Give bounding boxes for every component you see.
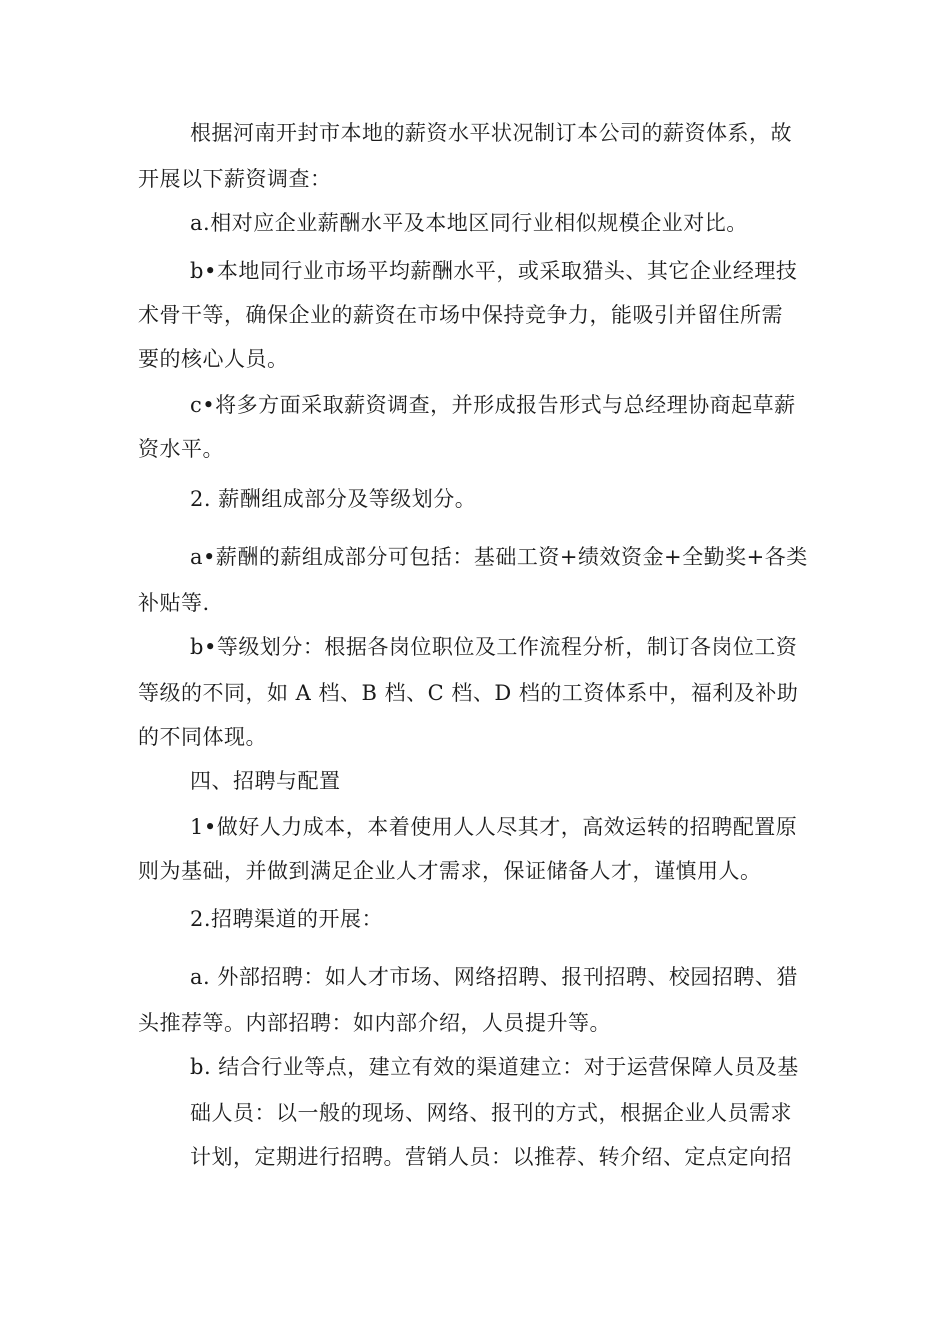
paragraph-line: 的不同体现。 <box>138 725 267 749</box>
paragraph-line: b. 结合行业等点，建立有效的渠道建立：对于运营保障人员及基 <box>190 1055 799 1079</box>
paragraph-line: b•本地同行业市场平均薪酬水平，或采取猎头、其它企业经理技 <box>190 259 798 283</box>
paragraph-line: 补贴等. <box>138 591 210 615</box>
paragraph-line: 计划，定期进行招聘。营销人员：以推荐、转介绍、定点定向招 <box>190 1145 792 1169</box>
paragraph-line: 要的核心人员。 <box>138 347 289 371</box>
paragraph-line: 等级的不同，如 A 档、B 档、C 档、D 档的工资体系中，福利及补助 <box>138 681 799 705</box>
paragraph-line: 1•做好人力成本，本着使用人人尽其才，高效运转的招聘配置原 <box>190 815 798 839</box>
paragraph-line: 础人员：以一般的现场、网络、报刊的方式，根据企业人员需求 <box>190 1101 792 1125</box>
paragraph-line: a. 外部招聘：如人才市场、网络招聘、报刊招聘、校园招聘、猎 <box>190 965 798 989</box>
paragraph-line: 2.招聘渠道的开展： <box>190 907 384 931</box>
paragraph-line: 资水平。 <box>138 437 224 461</box>
paragraph-line: 开展以下薪资调查： <box>138 167 332 191</box>
paragraph-line: b•等级划分：根据各岗位职位及工作流程分析，制订各岗位工资 <box>190 635 798 659</box>
section-heading: 2. 薪酬组成部分及等级划分。 <box>190 487 477 511</box>
paragraph-line: 头推荐等。内部招聘：如内部介绍，人员提升等。 <box>138 1011 611 1035</box>
paragraph-line: 根据河南开封市本地的薪资水平状况制订本公司的薪资体系，故 <box>190 121 792 145</box>
paragraph-line: a.相对应企业薪酬水平及本地区同行业相似规模企业对比。 <box>190 211 748 235</box>
paragraph-line: 则为基础，并做到满足企业人才需求，保证储备人才，谨慎用人。 <box>138 859 762 883</box>
section-heading: 四、招聘与配置 <box>190 769 341 793</box>
paragraph-line: c•将多方面采取薪资调查，并形成报告形式与总经理协商起草薪 <box>190 393 796 417</box>
paragraph-line: 术骨干等，确保企业的薪资在市场中保持竞争力，能吸引并留住所需 <box>138 303 783 327</box>
paragraph-line: a•薪酬的薪组成部分可包括：基础工资+绩效资金+全勤奖+各类 <box>190 545 808 569</box>
